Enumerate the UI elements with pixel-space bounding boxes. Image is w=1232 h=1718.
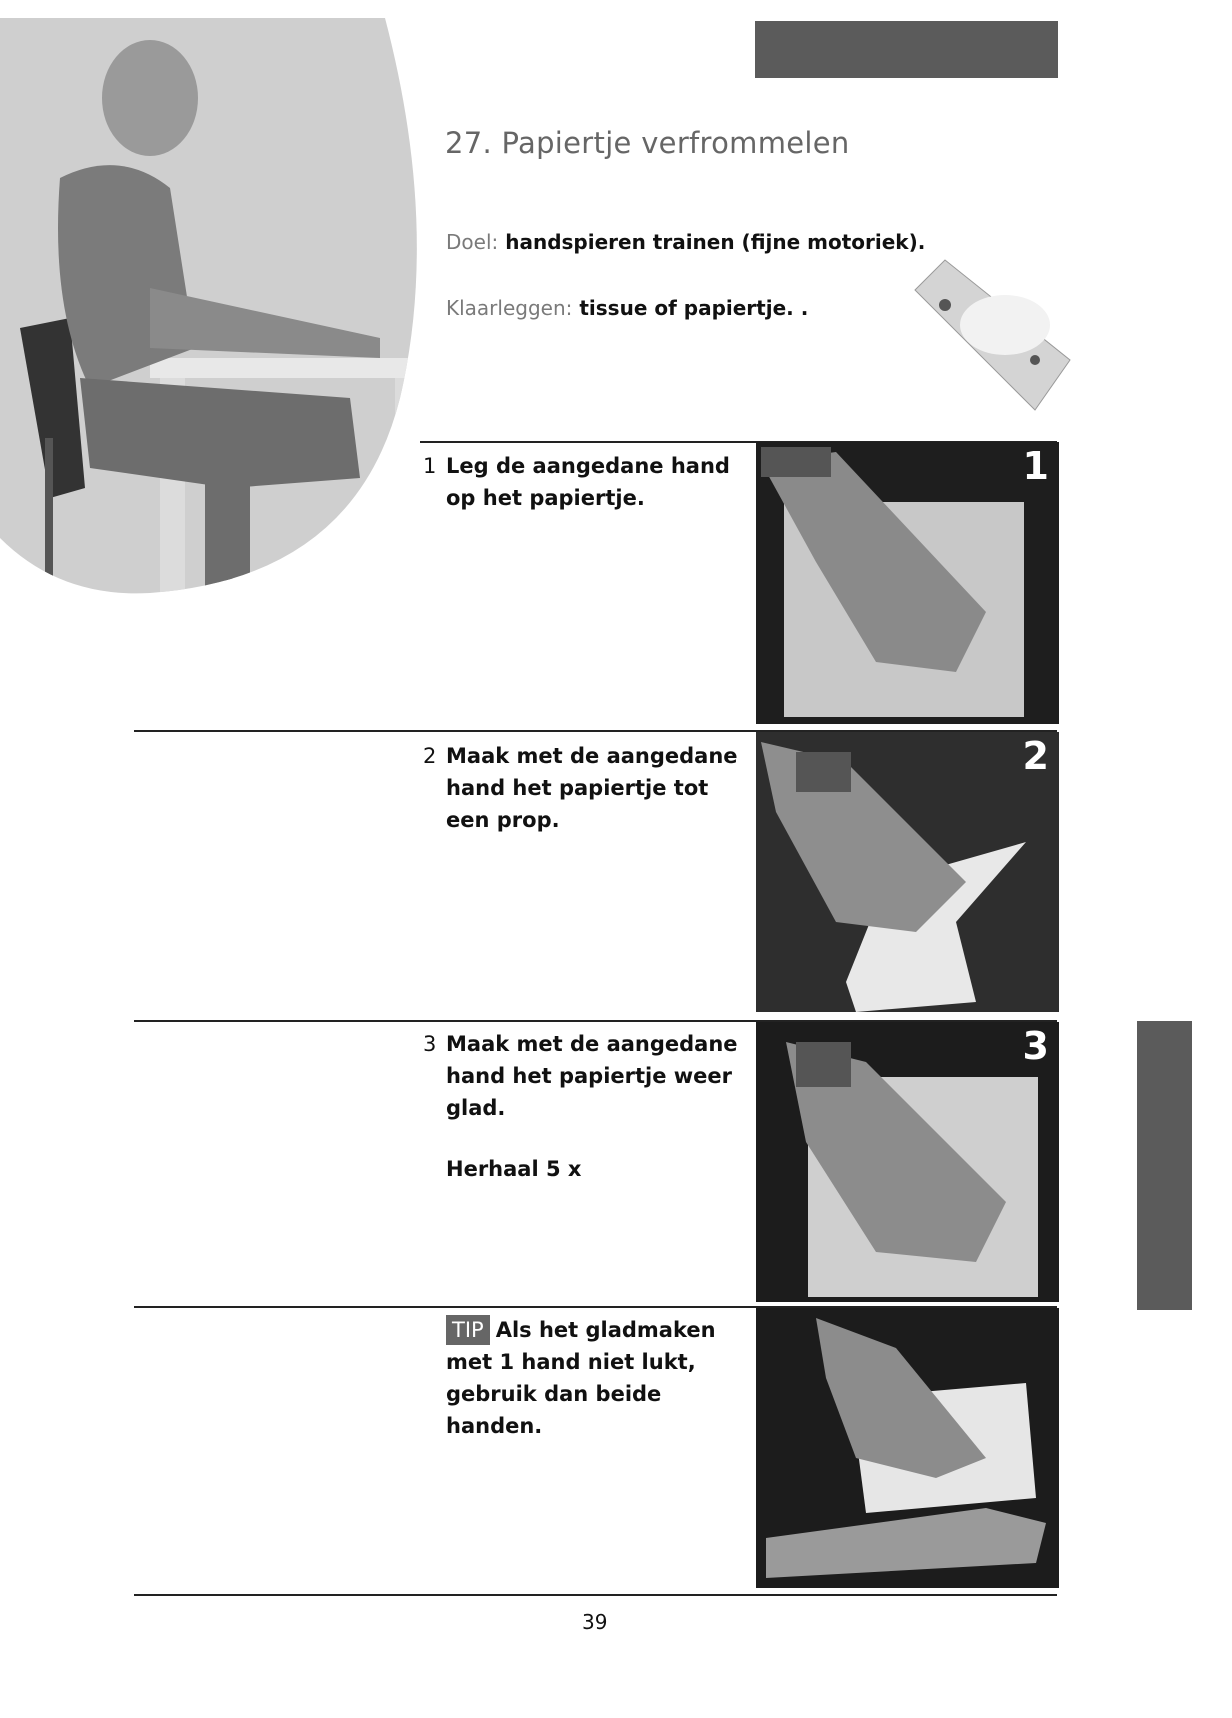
section-divider bbox=[134, 1594, 1057, 1596]
photo-number: 2 bbox=[1022, 734, 1049, 778]
prepare-text: tissue of papiertje. . bbox=[579, 296, 809, 320]
exercise-prepare bbox=[446, 296, 808, 320]
prepare-label: Klaarleggen: bbox=[446, 296, 573, 320]
tip-text: Als het gladmaken met 1 hand niet lukt, gebruik dan beide handen. bbox=[446, 1318, 716, 1438]
tissue-box-photo bbox=[885, 250, 1075, 425]
goal-label: Doel: bbox=[446, 230, 499, 254]
repeat-instruction: Herhaal 5 x bbox=[446, 1157, 582, 1181]
step-text: Maak met de aangedane hand het papiertje weer glad. bbox=[446, 1032, 738, 1120]
page-number: 39 bbox=[582, 1610, 608, 1634]
step-1 bbox=[423, 450, 743, 514]
step-text: Leg de aangedane hand op het papiertje. bbox=[446, 454, 730, 510]
seated-person-photo bbox=[0, 18, 440, 608]
goal-text: handspieren trainen (fijne motoriek). bbox=[505, 230, 926, 254]
step-number: 1 bbox=[423, 454, 437, 478]
tip-photo bbox=[756, 1308, 1059, 1588]
page-title: 27. Papiertje verfrommelen bbox=[445, 126, 850, 160]
photo-number: 1 bbox=[1022, 444, 1049, 488]
tip-box bbox=[446, 1314, 746, 1442]
step-number: 2 bbox=[423, 744, 437, 768]
header-color-bar bbox=[755, 21, 1058, 78]
step-number: 3 bbox=[423, 1032, 437, 1056]
tip-badge: TIP bbox=[446, 1315, 490, 1345]
photo-number: 3 bbox=[1022, 1024, 1049, 1068]
step-3 bbox=[423, 1028, 743, 1124]
step-1-photo bbox=[756, 442, 1059, 724]
step-text: Maak met de aangedane hand het papiertje tot een prop. bbox=[446, 744, 738, 832]
step-2-photo bbox=[756, 732, 1059, 1012]
exercise-goal bbox=[446, 230, 925, 254]
step-3-photo bbox=[756, 1022, 1059, 1302]
chapter-tab bbox=[1137, 1021, 1192, 1310]
step-2 bbox=[423, 740, 743, 836]
